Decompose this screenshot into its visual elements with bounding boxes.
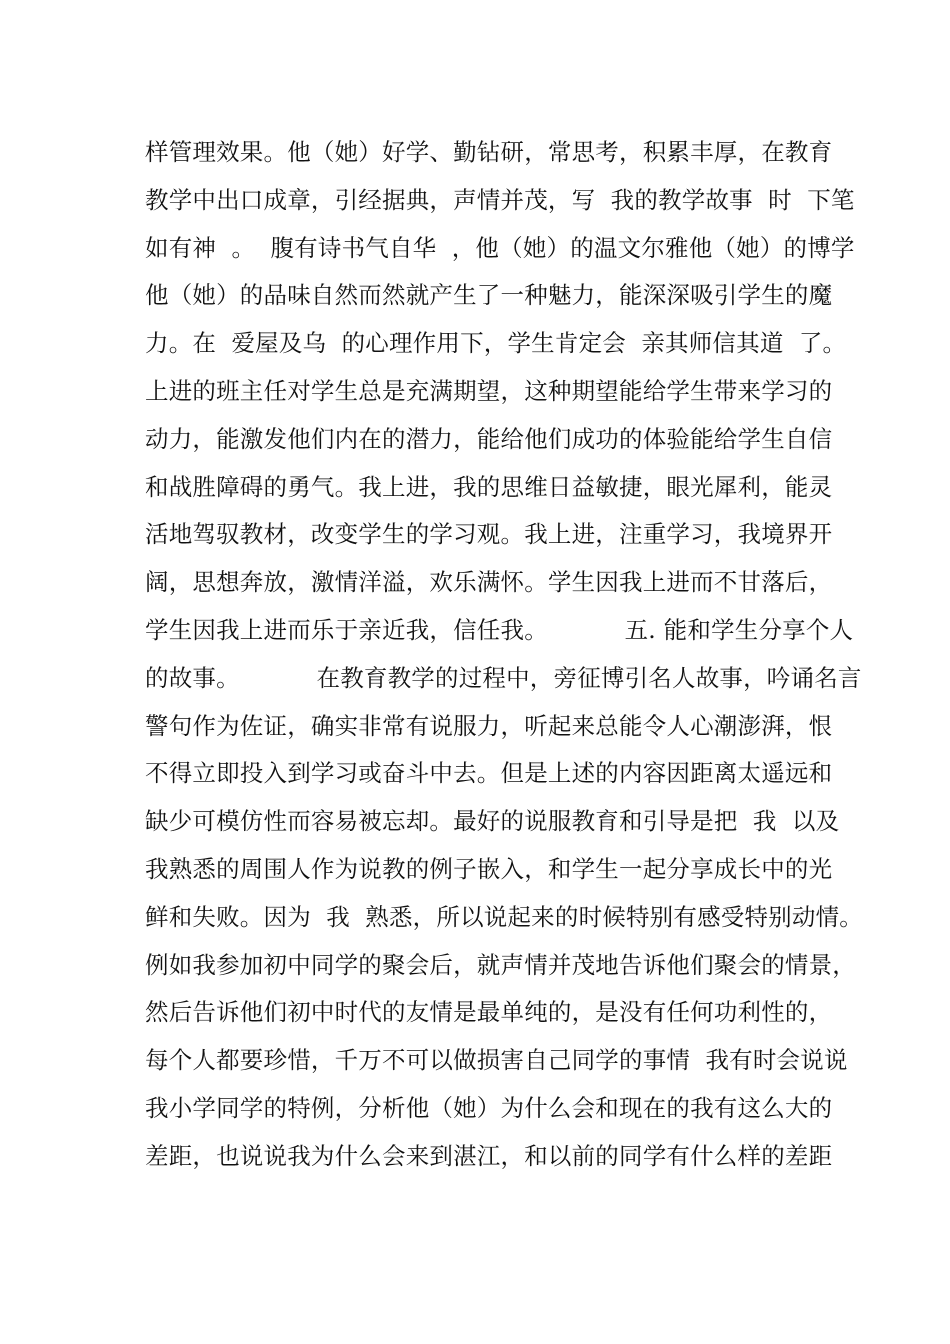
text-line: 动力，能激发他们内在的潜力，能给他们成功的体验能给学生自信	[145, 424, 833, 453]
text-line: 差距，也说说我为什么会来到湛江，和以前的同学有什么样的差距	[145, 1141, 833, 1170]
text-line: 然后告诉他们初中时代的友情是最单纯的，是没有任何功利性的，	[145, 998, 833, 1027]
text-line: 样管理效果。他（她）好学、勤钻研，常思考，积累丰厚，在教育	[145, 138, 833, 166]
text-line: 学生因我上进而乐于亲近我，信任我。 五. 能和学生分享个人	[145, 615, 854, 644]
text-line: 教学中出口成章，引经据典，声情并茂，写 我的教学故事 时 下笔	[145, 185, 855, 214]
text-line: 鲜和失败。因为 我 熟悉，所以说起来的时候特别有感受特别动情。	[145, 902, 863, 931]
text-line: 每个人都要珍惜，千万不可以做损害自己同学的事情 我有时会说说	[145, 1046, 848, 1075]
text-line: 我小学同学的特例，分析他（她）为什么会和现在的我有这么大的	[145, 1093, 833, 1122]
text-line: 活地驾驭教材，改变学生的学习观。我上进，注重学习，我境界开	[145, 520, 833, 549]
text-line: 例如我参加初中同学的聚会后，就声情并茂地告诉他们聚会的情景，	[145, 950, 856, 979]
text-line: 如有神 。 腹有诗书气自华 ，他（她）的温文尔雅他（她）的博学	[145, 233, 855, 262]
text-line: 的故事。 在教育教学的过程中，旁征博引名人故事，吟诵名言	[145, 663, 862, 692]
body-text	[145, 132, 863, 1184]
text-line: 力。在 爱屋及乌 的心理作用下，学生肯定会 亲其师信其道 了。	[145, 329, 847, 358]
text-line: 缺少可模仿性而容易被忘却。最好的说服教育和引导是把 我 以及	[145, 807, 840, 836]
text-line: 上进的班主任对学生总是充满期望，这种期望能给学生带来学习的	[145, 376, 833, 405]
text-line: 阔，思想奔放，激情洋溢，欢乐满怀。学生因我上进而不甘落后，	[145, 568, 833, 597]
text-line: 我熟悉的周围人作为说教的例子嵌入，和学生一起分享成长中的光	[145, 854, 833, 883]
text-line: 和战胜障碍的勇气。我上进，我的思维日益敏捷，眼光犀利，能灵	[145, 472, 833, 501]
text-line: 他（她）的品味自然而然就产生了一种魅力，能深深吸引学生的魔	[145, 281, 833, 310]
text-line: 警句作为佐证，确实非常有说服力，听起来总能令人心潮澎湃，恨	[145, 711, 833, 740]
text-line: 不得立即投入到学习或奋斗中去。但是上述的内容因距离太遥远和	[145, 759, 833, 788]
